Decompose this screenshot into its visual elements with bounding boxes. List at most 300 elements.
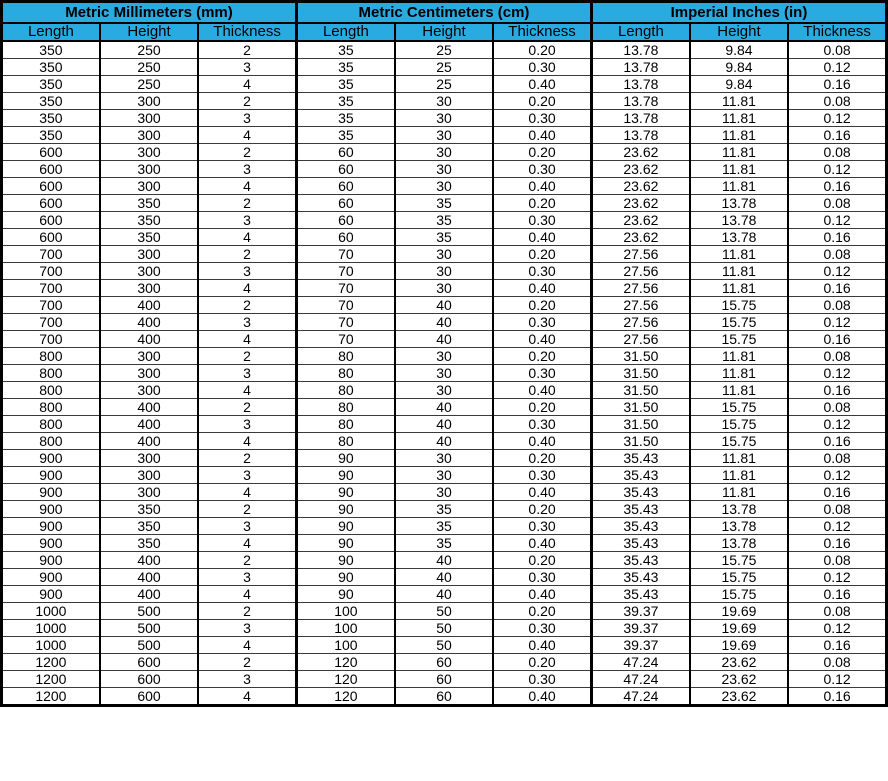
table-row [2,331,887,348]
table-cell: 13.78 [591,59,689,76]
table-cell: 4 [198,76,296,93]
table-cell: 80 [296,416,394,433]
table-cell: 11.81 [690,484,788,501]
table-cell: 4 [198,586,296,603]
table-body [2,41,887,706]
table-cell: 0.40 [493,127,591,144]
table-cell: 600 [100,671,198,688]
table-cell: 0.40 [493,433,591,450]
table-row [2,297,887,314]
table-cell: 300 [100,365,198,382]
table-row [2,620,887,637]
table-row [2,93,887,110]
table-cell: 0.08 [788,246,886,263]
table-cell: 350 [100,501,198,518]
table-cell: 0.20 [493,654,591,671]
table-cell: 800 [2,382,100,399]
table-cell: 11.81 [690,348,788,365]
table-cell: 0.40 [493,382,591,399]
table-cell: 0.12 [788,110,886,127]
group-title-metric-mm: Metric Millimeters (mm) [2,2,297,24]
table-cell: 50 [395,603,493,620]
table-cell: 35 [395,501,493,518]
table-cell: 0.16 [788,688,886,706]
table-cell: 11.81 [690,144,788,161]
column-header-mm-length: Length [2,23,100,41]
table-cell: 350 [100,195,198,212]
table-cell: 13.78 [690,212,788,229]
table-cell: 4 [198,229,296,246]
table-cell: 23.62 [591,229,689,246]
table-cell: 4 [198,178,296,195]
table-cell: 0.16 [788,484,886,501]
table-row [2,671,887,688]
table-row [2,127,887,144]
table-row [2,76,887,93]
table-cell: 120 [296,688,394,706]
table-cell: 0.08 [788,195,886,212]
table-cell: 500 [100,637,198,654]
table-cell: 0.08 [788,144,886,161]
table-cell: 0.40 [493,331,591,348]
table-cell: 3 [198,518,296,535]
table-cell: 0.40 [493,688,591,706]
table-cell: 13.78 [690,195,788,212]
table-cell: 70 [296,314,394,331]
table-cell: 4 [198,535,296,552]
table-cell: 27.56 [591,246,689,263]
table-cell: 300 [100,450,198,467]
table-cell: 15.75 [690,416,788,433]
table-cell: 3 [198,671,296,688]
table-cell: 19.69 [690,620,788,637]
table-cell: 2 [198,399,296,416]
table-cell: 27.56 [591,280,689,297]
table-cell: 0.30 [493,518,591,535]
table-row [2,365,887,382]
table-cell: 700 [2,314,100,331]
table-cell: 0.16 [788,178,886,195]
table-cell: 400 [100,297,198,314]
table-cell: 900 [2,552,100,569]
table-cell: 70 [296,280,394,297]
table-cell: 11.81 [690,382,788,399]
table-cell: 70 [296,331,394,348]
table-cell: 35.43 [591,484,689,501]
table-cell: 35.43 [591,552,689,569]
table-cell: 2 [198,552,296,569]
table-cell: 2 [198,450,296,467]
table-cell: 900 [2,450,100,467]
table-cell: 300 [100,127,198,144]
table-cell: 60 [296,178,394,195]
table-cell: 40 [395,314,493,331]
table-cell: 30 [395,110,493,127]
table-cell: 0.16 [788,331,886,348]
table-row [2,467,887,484]
table-cell: 800 [2,433,100,450]
table-row [2,603,887,620]
table-cell: 0.30 [493,314,591,331]
table-cell: 350 [2,127,100,144]
table-cell: 0.30 [493,59,591,76]
table-cell: 35 [296,76,394,93]
table-row [2,348,887,365]
table-cell: 27.56 [591,314,689,331]
table-cell: 11.81 [690,161,788,178]
table-cell: 30 [395,144,493,161]
table-cell: 4 [198,637,296,654]
column-header-mm-height: Height [100,23,198,41]
table-cell: 700 [2,263,100,280]
table-cell: 1200 [2,671,100,688]
table-cell: 350 [2,59,100,76]
table-cell: 11.81 [690,450,788,467]
table-cell: 600 [2,195,100,212]
table-cell: 0.16 [788,76,886,93]
table-cell: 30 [395,348,493,365]
table-cell: 120 [296,654,394,671]
table-cell: 0.08 [788,297,886,314]
table-cell: 60 [395,654,493,671]
table-cell: 0.20 [493,501,591,518]
table-cell: 900 [2,501,100,518]
table-row [2,41,887,59]
table-cell: 40 [395,416,493,433]
table-cell: 9.84 [690,41,788,59]
table-cell: 0.08 [788,93,886,110]
table-row [2,569,887,586]
table-cell: 15.75 [690,399,788,416]
column-header-cm-length: Length [296,23,394,41]
table-cell: 0.16 [788,127,886,144]
table-cell: 35 [296,41,394,59]
table-cell: 0.20 [493,297,591,314]
table-cell: 0.20 [493,246,591,263]
table-cell: 400 [100,586,198,603]
table-cell: 47.24 [591,671,689,688]
table-cell: 35 [296,110,394,127]
table-cell: 13.78 [591,93,689,110]
table-cell: 800 [2,365,100,382]
table-cell: 2 [198,603,296,620]
table-cell: 25 [395,59,493,76]
table-cell: 31.50 [591,382,689,399]
table-cell: 11.81 [690,178,788,195]
table-cell: 0.12 [788,365,886,382]
table-cell: 0.12 [788,620,886,637]
table-cell: 4 [198,484,296,501]
table-cell: 31.50 [591,365,689,382]
group-title-row [2,2,887,24]
table-cell: 0.20 [493,399,591,416]
table-row [2,229,887,246]
table-cell: 0.12 [788,314,886,331]
table-cell: 35 [296,127,394,144]
table-cell: 300 [100,467,198,484]
table-cell: 0.12 [788,671,886,688]
table-cell: 90 [296,569,394,586]
table-cell: 2 [198,654,296,671]
table-cell: 11.81 [690,365,788,382]
table-row [2,518,887,535]
table-cell: 250 [100,41,198,59]
table-cell: 0.08 [788,450,886,467]
table-cell: 600 [2,212,100,229]
table-cell: 300 [100,178,198,195]
table-cell: 0.08 [788,41,886,59]
table-cell: 90 [296,450,394,467]
table-row [2,450,887,467]
table-cell: 0.20 [493,348,591,365]
table-cell: 0.30 [493,212,591,229]
table-cell: 35.43 [591,467,689,484]
table-row [2,484,887,501]
table-cell: 30 [395,382,493,399]
table-cell: 23.62 [690,688,788,706]
table-cell: 31.50 [591,399,689,416]
table-cell: 40 [395,552,493,569]
table-cell: 0.30 [493,263,591,280]
table-cell: 47.24 [591,688,689,706]
table-cell: 11.81 [690,467,788,484]
table-cell: 23.62 [591,195,689,212]
table-cell: 30 [395,263,493,280]
table-cell: 900 [2,569,100,586]
table-cell: 0.08 [788,654,886,671]
table-cell: 35 [395,518,493,535]
table-cell: 900 [2,467,100,484]
table-row [2,161,887,178]
table-cell: 39.37 [591,620,689,637]
table-cell: 25 [395,76,493,93]
table-cell: 900 [2,518,100,535]
table-cell: 0.40 [493,178,591,195]
table-cell: 60 [395,671,493,688]
table-cell: 500 [100,603,198,620]
table-row [2,637,887,654]
table-cell: 0.12 [788,416,886,433]
table-cell: 90 [296,586,394,603]
table-cell: 4 [198,688,296,706]
table-cell: 600 [2,229,100,246]
table-cell: 350 [100,518,198,535]
table-cell: 0.30 [493,569,591,586]
table-cell: 30 [395,484,493,501]
table-cell: 0.20 [493,450,591,467]
table-row [2,688,887,706]
table-cell: 350 [100,229,198,246]
table-cell: 30 [395,467,493,484]
table-cell: 2 [198,501,296,518]
table-cell: 300 [100,161,198,178]
table-cell: 40 [395,586,493,603]
table-cell: 19.69 [690,637,788,654]
table-cell: 0.30 [493,416,591,433]
table-cell: 4 [198,382,296,399]
table-cell: 500 [100,620,198,637]
table-cell: 350 [2,76,100,93]
table-cell: 400 [100,569,198,586]
table-row [2,246,887,263]
table-cell: 900 [2,484,100,501]
table-row [2,212,887,229]
table-cell: 800 [2,348,100,365]
table-cell: 11.81 [690,127,788,144]
table-cell: 900 [2,535,100,552]
table-cell: 0.12 [788,569,886,586]
table-cell: 300 [100,110,198,127]
table-cell: 1000 [2,603,100,620]
table-cell: 3 [198,161,296,178]
table-row [2,416,887,433]
table-cell: 700 [2,246,100,263]
table-cell: 4 [198,433,296,450]
table-cell: 11.81 [690,263,788,280]
table-cell: 700 [2,297,100,314]
table-cell: 90 [296,484,394,501]
table-cell: 23.62 [591,212,689,229]
table-cell: 30 [395,365,493,382]
table-cell: 11.81 [690,93,788,110]
table-row [2,280,887,297]
table-cell: 0.08 [788,552,886,569]
table-cell: 15.75 [690,586,788,603]
table-cell: 90 [296,518,394,535]
table-cell: 0.20 [493,144,591,161]
table-cell: 30 [395,178,493,195]
table-cell: 25 [395,41,493,59]
table-cell: 35.43 [591,535,689,552]
table-cell: 27.56 [591,263,689,280]
table-cell: 15.75 [690,297,788,314]
table-cell: 23.62 [591,178,689,195]
table-row [2,59,887,76]
table-cell: 60 [296,212,394,229]
table-cell: 13.78 [690,535,788,552]
table-row [2,195,887,212]
table-row [2,144,887,161]
table-cell: 60 [296,229,394,246]
table-cell: 4 [198,280,296,297]
table-cell: 35.43 [591,450,689,467]
table-cell: 2 [198,195,296,212]
table-cell: 0.08 [788,603,886,620]
table-cell: 100 [296,620,394,637]
table-cell: 2 [198,41,296,59]
table-row [2,535,887,552]
table-cell: 39.37 [591,603,689,620]
table-row [2,382,887,399]
table-cell: 800 [2,399,100,416]
table-cell: 15.75 [690,314,788,331]
table-cell: 400 [100,433,198,450]
table-cell: 250 [100,76,198,93]
table-row [2,399,887,416]
table-cell: 0.30 [493,365,591,382]
table-cell: 3 [198,467,296,484]
table-cell: 300 [100,93,198,110]
table-cell: 35 [296,93,394,110]
table-cell: 600 [2,178,100,195]
table-cell: 13.78 [591,76,689,93]
table-row [2,654,887,671]
table-cell: 27.56 [591,331,689,348]
table-cell: 35 [395,229,493,246]
table-cell: 2 [198,144,296,161]
table-cell: 0.16 [788,586,886,603]
table-cell: 0.30 [493,671,591,688]
table-cell: 350 [2,41,100,59]
table-cell: 300 [100,484,198,501]
table-cell: 1000 [2,637,100,654]
table-cell: 600 [100,654,198,671]
table-cell: 15.75 [690,569,788,586]
table-row [2,314,887,331]
column-header-in-thickness: Thickness [788,23,886,41]
table-cell: 0.30 [493,620,591,637]
table-cell: 0.40 [493,535,591,552]
table-cell: 0.16 [788,433,886,450]
table-cell: 0.12 [788,518,886,535]
table-cell: 11.81 [690,280,788,297]
table-cell: 300 [100,280,198,297]
table-cell: 23.62 [690,671,788,688]
table-cell: 1200 [2,654,100,671]
table-cell: 30 [395,450,493,467]
table-cell: 0.12 [788,59,886,76]
table-cell: 400 [100,416,198,433]
table-cell: 13.78 [591,127,689,144]
table-cell: 600 [100,688,198,706]
table-cell: 30 [395,246,493,263]
group-title-metric-cm: Metric Centimeters (cm) [296,2,591,24]
table-row [2,178,887,195]
table-cell: 40 [395,399,493,416]
table-cell: 60 [296,144,394,161]
table-cell: 23.62 [690,654,788,671]
table-cell: 100 [296,637,394,654]
table-cell: 0.16 [788,382,886,399]
table-cell: 80 [296,433,394,450]
table-cell: 0.12 [788,467,886,484]
table-cell: 250 [100,59,198,76]
table-cell: 23.62 [591,144,689,161]
table-cell: 120 [296,671,394,688]
table-cell: 31.50 [591,416,689,433]
table-cell: 3 [198,110,296,127]
table-cell: 15.75 [690,433,788,450]
table-cell: 0.16 [788,535,886,552]
table-cell: 3 [198,569,296,586]
table-cell: 90 [296,552,394,569]
table-cell: 400 [100,314,198,331]
table-cell: 600 [2,161,100,178]
table-cell: 0.40 [493,76,591,93]
table-row [2,263,887,280]
table-cell: 80 [296,348,394,365]
table-row [2,110,887,127]
table-cell: 0.20 [493,603,591,620]
table-cell: 60 [395,688,493,706]
table-cell: 300 [100,144,198,161]
column-header-row [2,23,887,41]
table-cell: 300 [100,263,198,280]
table-cell: 19.69 [690,603,788,620]
table-cell: 31.50 [591,348,689,365]
table-cell: 40 [395,297,493,314]
table-cell: 90 [296,467,394,484]
